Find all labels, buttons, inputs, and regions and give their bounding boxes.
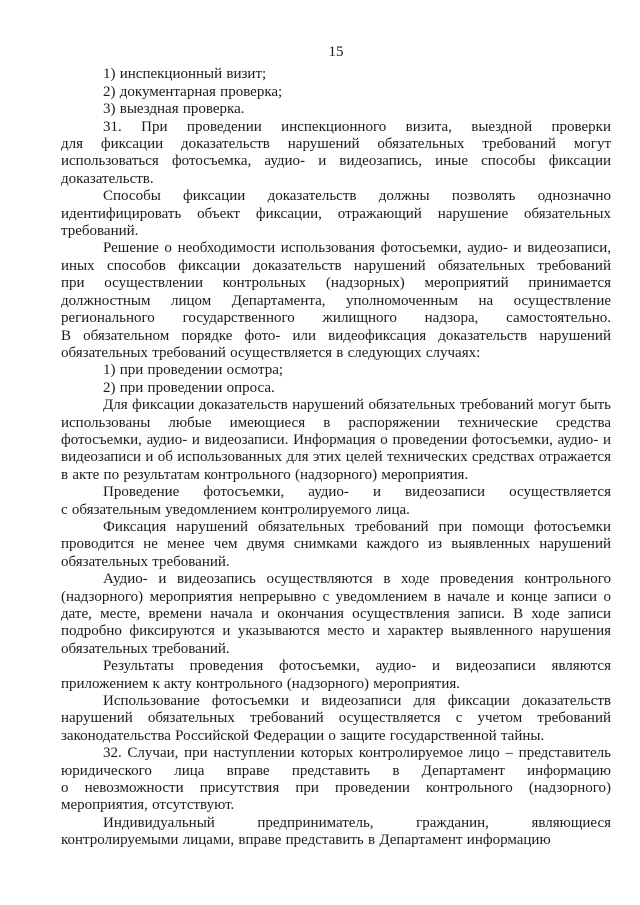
para-fixation-methods-requirements: Способы фиксации доказательств должны позволять однозначно идентифицировать объект фиксации, отражающий нарушение обязательных требований. [61,188,611,240]
para-photo-two-shots-rule: Фиксация нарушений обязательных требований при помощи фотосъемки проводится не менее чем двумя снимками каждого из выявленных нарушений обязательных требований. [61,518,611,570]
para-state-secret-requirements: Использование фотосъемки и видеозаписи для фиксации доказательств нарушений обязательных требований осуществляется с учетом требований законодательства Российской Федерации о защите государственной тайны. [61,693,611,744]
list-item-field-check: 3) выездная проверка. [103,101,245,118]
page-number: 15 [328,44,344,60]
para-32-absence-cases: 32. Случаи, при наступлении которых контролируемое лицо – представитель юридического лица вправе представить в Департамент информацию о невозможности присутствия при проведении контрольного (надзорного) мероприятия, отсутствуют. [61,745,611,814]
para-individual-entrepreneur: Индивидуальный предприниматель, гражданин, являющиеся контролируемыми лицами, вправе представить в Департамент информацию [61,814,611,849]
para-audio-video-recording-rules: Аудио- и видеозапись осуществляются в ходе проведения контрольного (надзорного) мероприятия непрерывно с уведомлением в начале и конце записи о дате, месте, времени начала и окончания осуществления записи. В ходе записи подробно фиксируются и указываются место и характер выявленного нарушения обязательных требований. [61,571,611,657]
para-decision-on-fixation-use: Решение о необходимости использования фотосъемки, аудио- и видеозаписи, иных способов фиксации доказательств нарушений обязательных требований при осуществлении контрольных (надзорных) мероприятий принимается должностным лицом Департамента, уполномоченным на осуществление регионального государственного жилищного надзора, самостоятельно. В обязательном порядке фото- или видеофиксация доказательств нарушений обязательных требований осуществляется в следующих случаях: [61,240,611,361]
list-item-during-questioning: 2) при проведении опроса. [103,379,275,396]
para-results-as-annex: Результаты проведения фотосъемки, аудио- и видеозаписи являются приложением к акту контрольного (надзорного) мероприятия. [61,658,611,692]
para-notification-of-controlled-person: Проведение фотосъемки, аудио- и видеозаписи осуществляется с обязательным уведомлением контролируемого лица. [61,484,611,518]
list-item-documentary-check: 2) документарная проверка; [103,83,283,100]
para-technical-means: Для фиксации доказательств нарушений обязательных требований могут быть использованы любые имеющиеся в распоряжении технические средства фотосъемки, аудио- и видеозаписи. Информация о проведении фотосъемки, аудио- и видеозаписи и об использованных для этих целей технических средствах отражается в акте по результатам контрольного (надзорного) мероприятия. [61,397,611,483]
para-31-evidence-fixation-methods: 31. При проведении инспекционного визита, выездной проверки для фиксации доказательств нарушений обязательных требований могут использоваться фотосъемка, аудио- и видеозапись, иные способы фиксации доказательств. [61,118,611,187]
list-item-inspection-visit: 1) инспекционный визит; [103,66,267,83]
list-item-during-inspection: 1) при проведении осмотра; [103,362,284,379]
page-content [61,44,611,850]
